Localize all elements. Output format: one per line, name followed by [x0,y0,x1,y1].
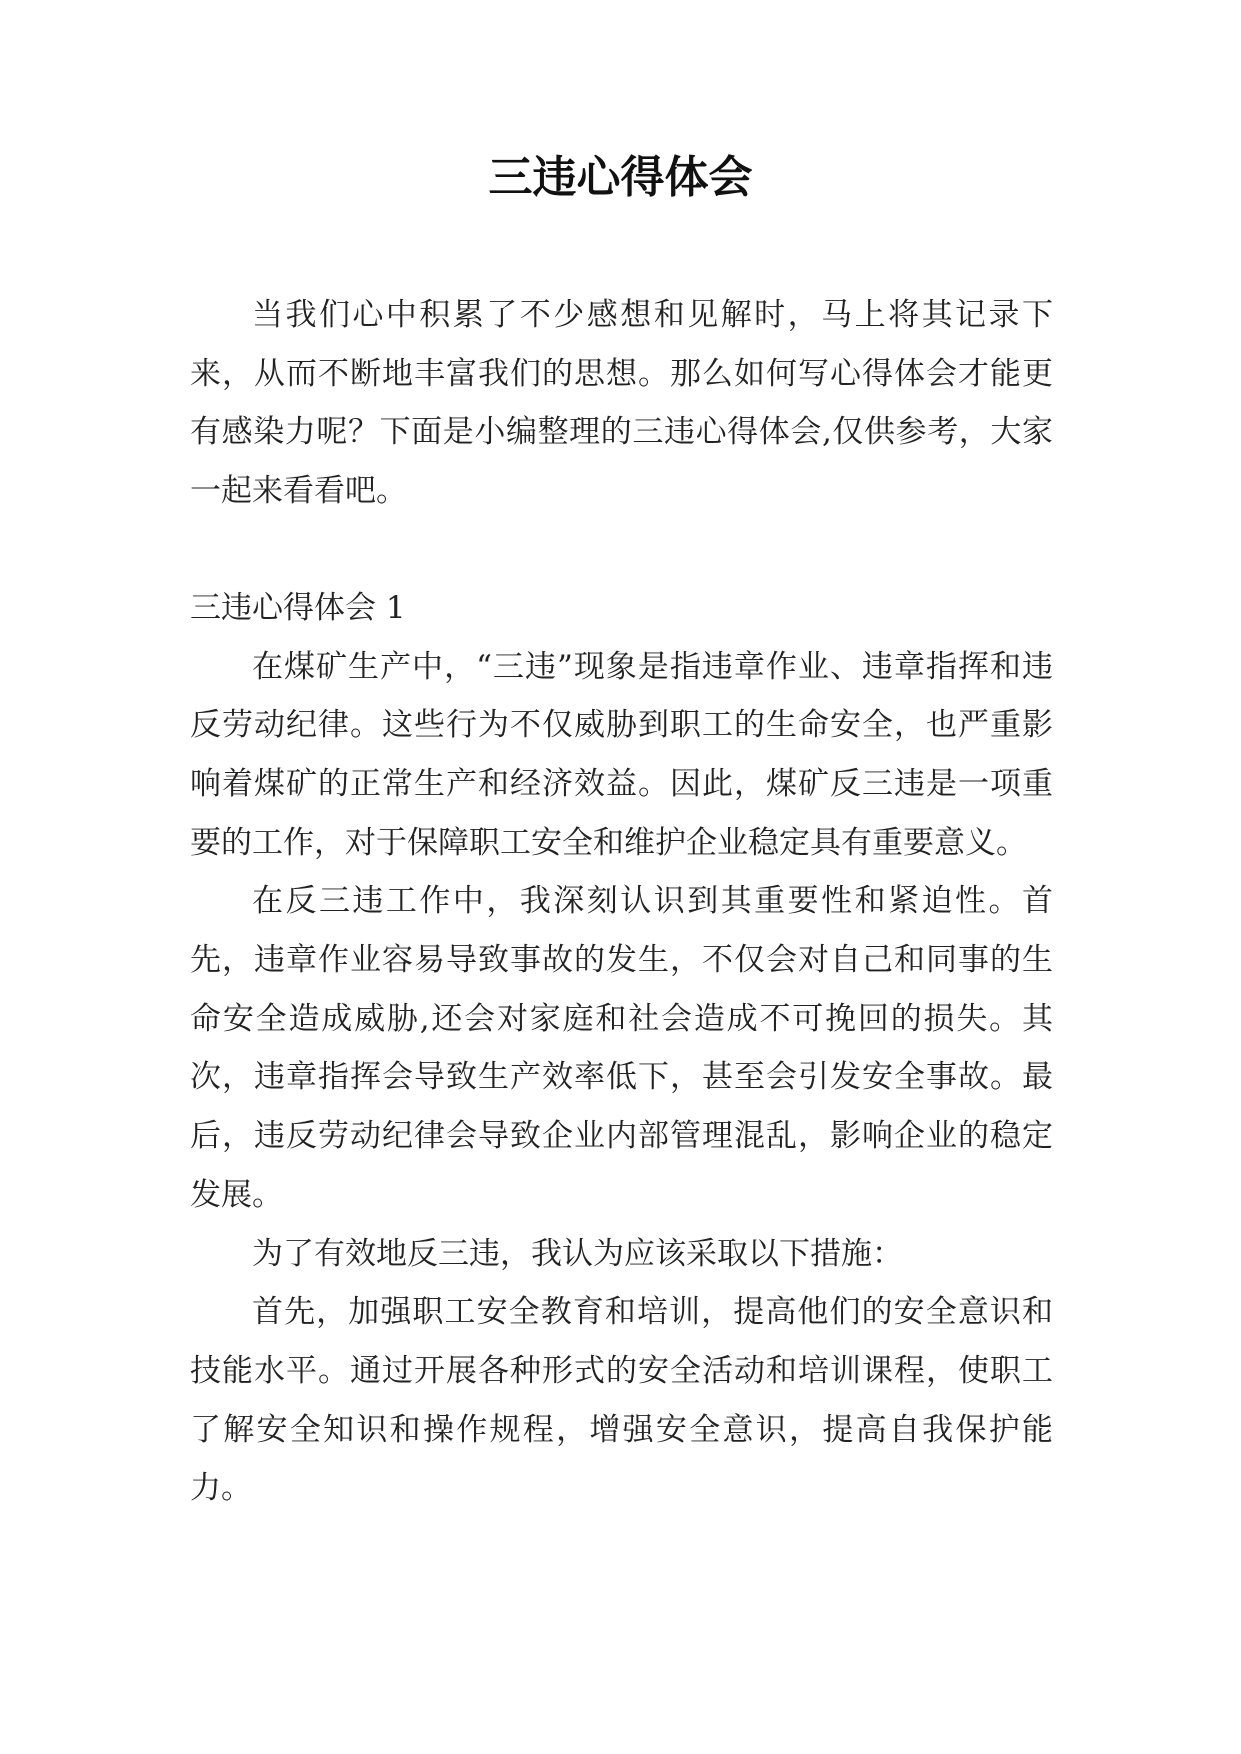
body-paragraph-2: 在反三违工作中，我深刻认识到其重要性和紧迫性。首先，违章作业容易导致事故的发生，不仅会对自己和同事的生命安全造成威胁,还会对家庭和社会造成不可挽回的损失。其次，违章指挥会导致生产效率低下，甚至会引发安全事故。最后，违反劳动纪律会导致企业内部管理混乱，影响企业的稳定发展。 [190,883,1053,1213]
document-body [190,286,1053,1518]
body-paragraph-4: 首先，加强职工安全教育和培训，提高他们的安全意识和技能水平。通过开展各种形式的安全活动和培训课程，使职工了解安全知识和操作规程，增强安全意识，提高自我保护能力。 [190,1294,1053,1507]
intro-paragraph: 当我们心中积累了不少感想和见解时，马上将其记录下来，从而不断地丰富我们的思想。那么如何写心得体会才能更有感染力呢？下面是小编整理的三违心得体会,仅供参考，大家一起来看看吧。 [190,297,1053,510]
document-title: 三违心得体会 [488,152,753,203]
section-heading: 三违心得体会 1 [190,589,406,626]
body-paragraph-1: 在煤矿生产中，“三违”现象是指违章作业、违章指挥和违反劳动纪律。这些行为不仅威胁到职工的生命安全，也严重影响着煤矿的正常生产和经济效益。因此，煤矿反三违是一项重要的工作，对于保障职工安全和维护企业稳定具有重要意义。 [190,648,1053,861]
paragraph-gap [190,521,1053,579]
body-paragraph-3: 为了有效地反三违，我认为应该采取以下措施： [252,1235,903,1272]
